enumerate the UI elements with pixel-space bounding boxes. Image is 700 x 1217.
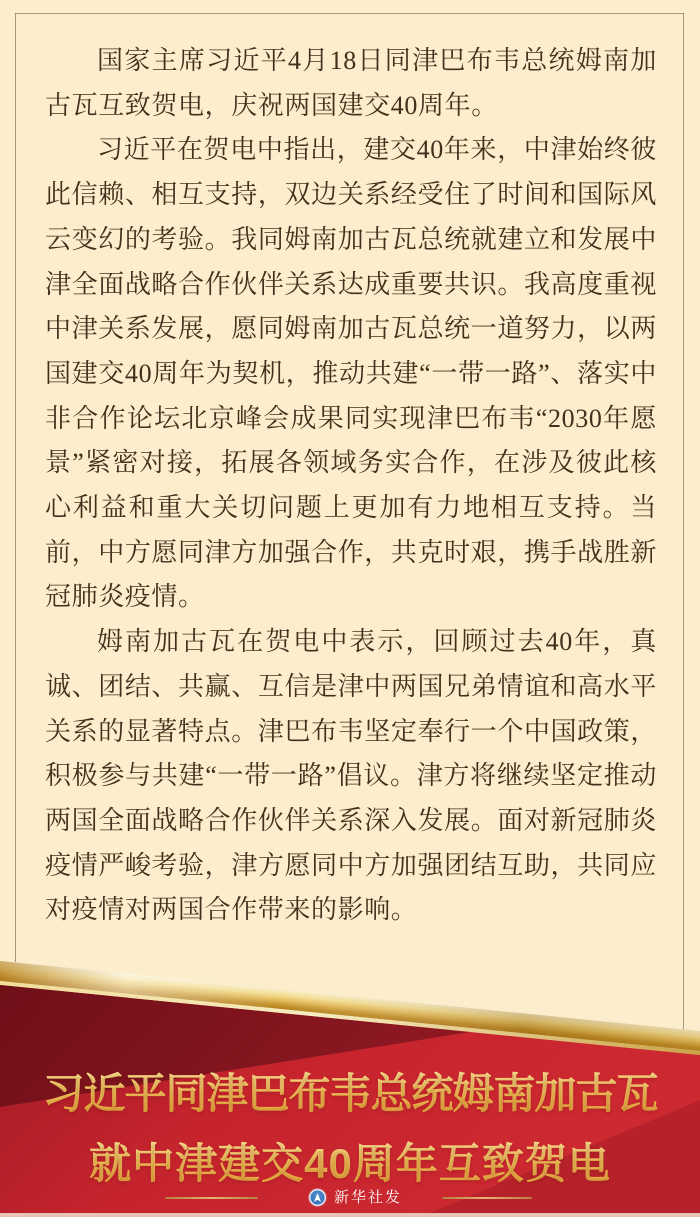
headline-line-1: 习近平同津巴布韦总统姆南加古瓦: [0, 1068, 700, 1120]
credit-text: 新华社发: [334, 1189, 403, 1206]
headline-banner: [0, 950, 700, 1217]
credit-divider-left: [165, 1197, 258, 1199]
article-body: [45, 39, 657, 933]
bottom-strip: [0, 1213, 700, 1217]
headline-line-2: 就中津建交40周年互致贺电: [0, 1138, 700, 1190]
panel-border-left: [15, 13, 16, 962]
article-paragraph: 国家主席习近平4月18日同津巴布韦总统姆南加古瓦互致贺电，庆祝两国建交40周年。: [45, 46, 657, 120]
panel-border-top: [15, 13, 684, 14]
article-paragraph: 习近平在贺电中指出，建交40年来，中津始终彼此信赖、相互支持，双边关系经受住了时间和国际风云变幻的考验。我同姆南加古瓦总统就建立和发展中津全面战略合作伙伴关系达成重要共识。我高度重视中津关系发展，愿同姆南加古瓦总统一道努力，以两国建交40周年为契机，推动共建“一带一路”、落实中非合作论坛北京峰会成果同实现津巴布韦“2030年愿景”紧密对接，拓展各领域务实合作，在涉及彼此核心利益和重大关切问题上更加有力地相互支持。当前，中方愿同津方加强合作，共克时艰，携手战胜新冠肺炎疫情。: [45, 135, 657, 612]
article-paragraph: 姆南加古瓦在贺电中表示，回顾过去40年，真诚、团结、共赢、互信是津中两国兄弟情谊和高水平关系的显著特点。津巴布韦坚定奉行一个中国政策，积极参与共建“一带一路”倡议。津方将继续坚定推动两国全面战略合作伙伴关系深入发展。面对新冠肺炎疫情严峻考验，津方愿同中方加强团结互助，共同应对疫情对两国合作带来的影响。: [45, 627, 657, 925]
xinhua-logo-icon: [309, 1189, 326, 1206]
panel-border-right: [683, 13, 684, 1034]
credit-divider-right: [442, 1197, 532, 1199]
xinhua-emblem-glyph: [314, 1193, 321, 1202]
